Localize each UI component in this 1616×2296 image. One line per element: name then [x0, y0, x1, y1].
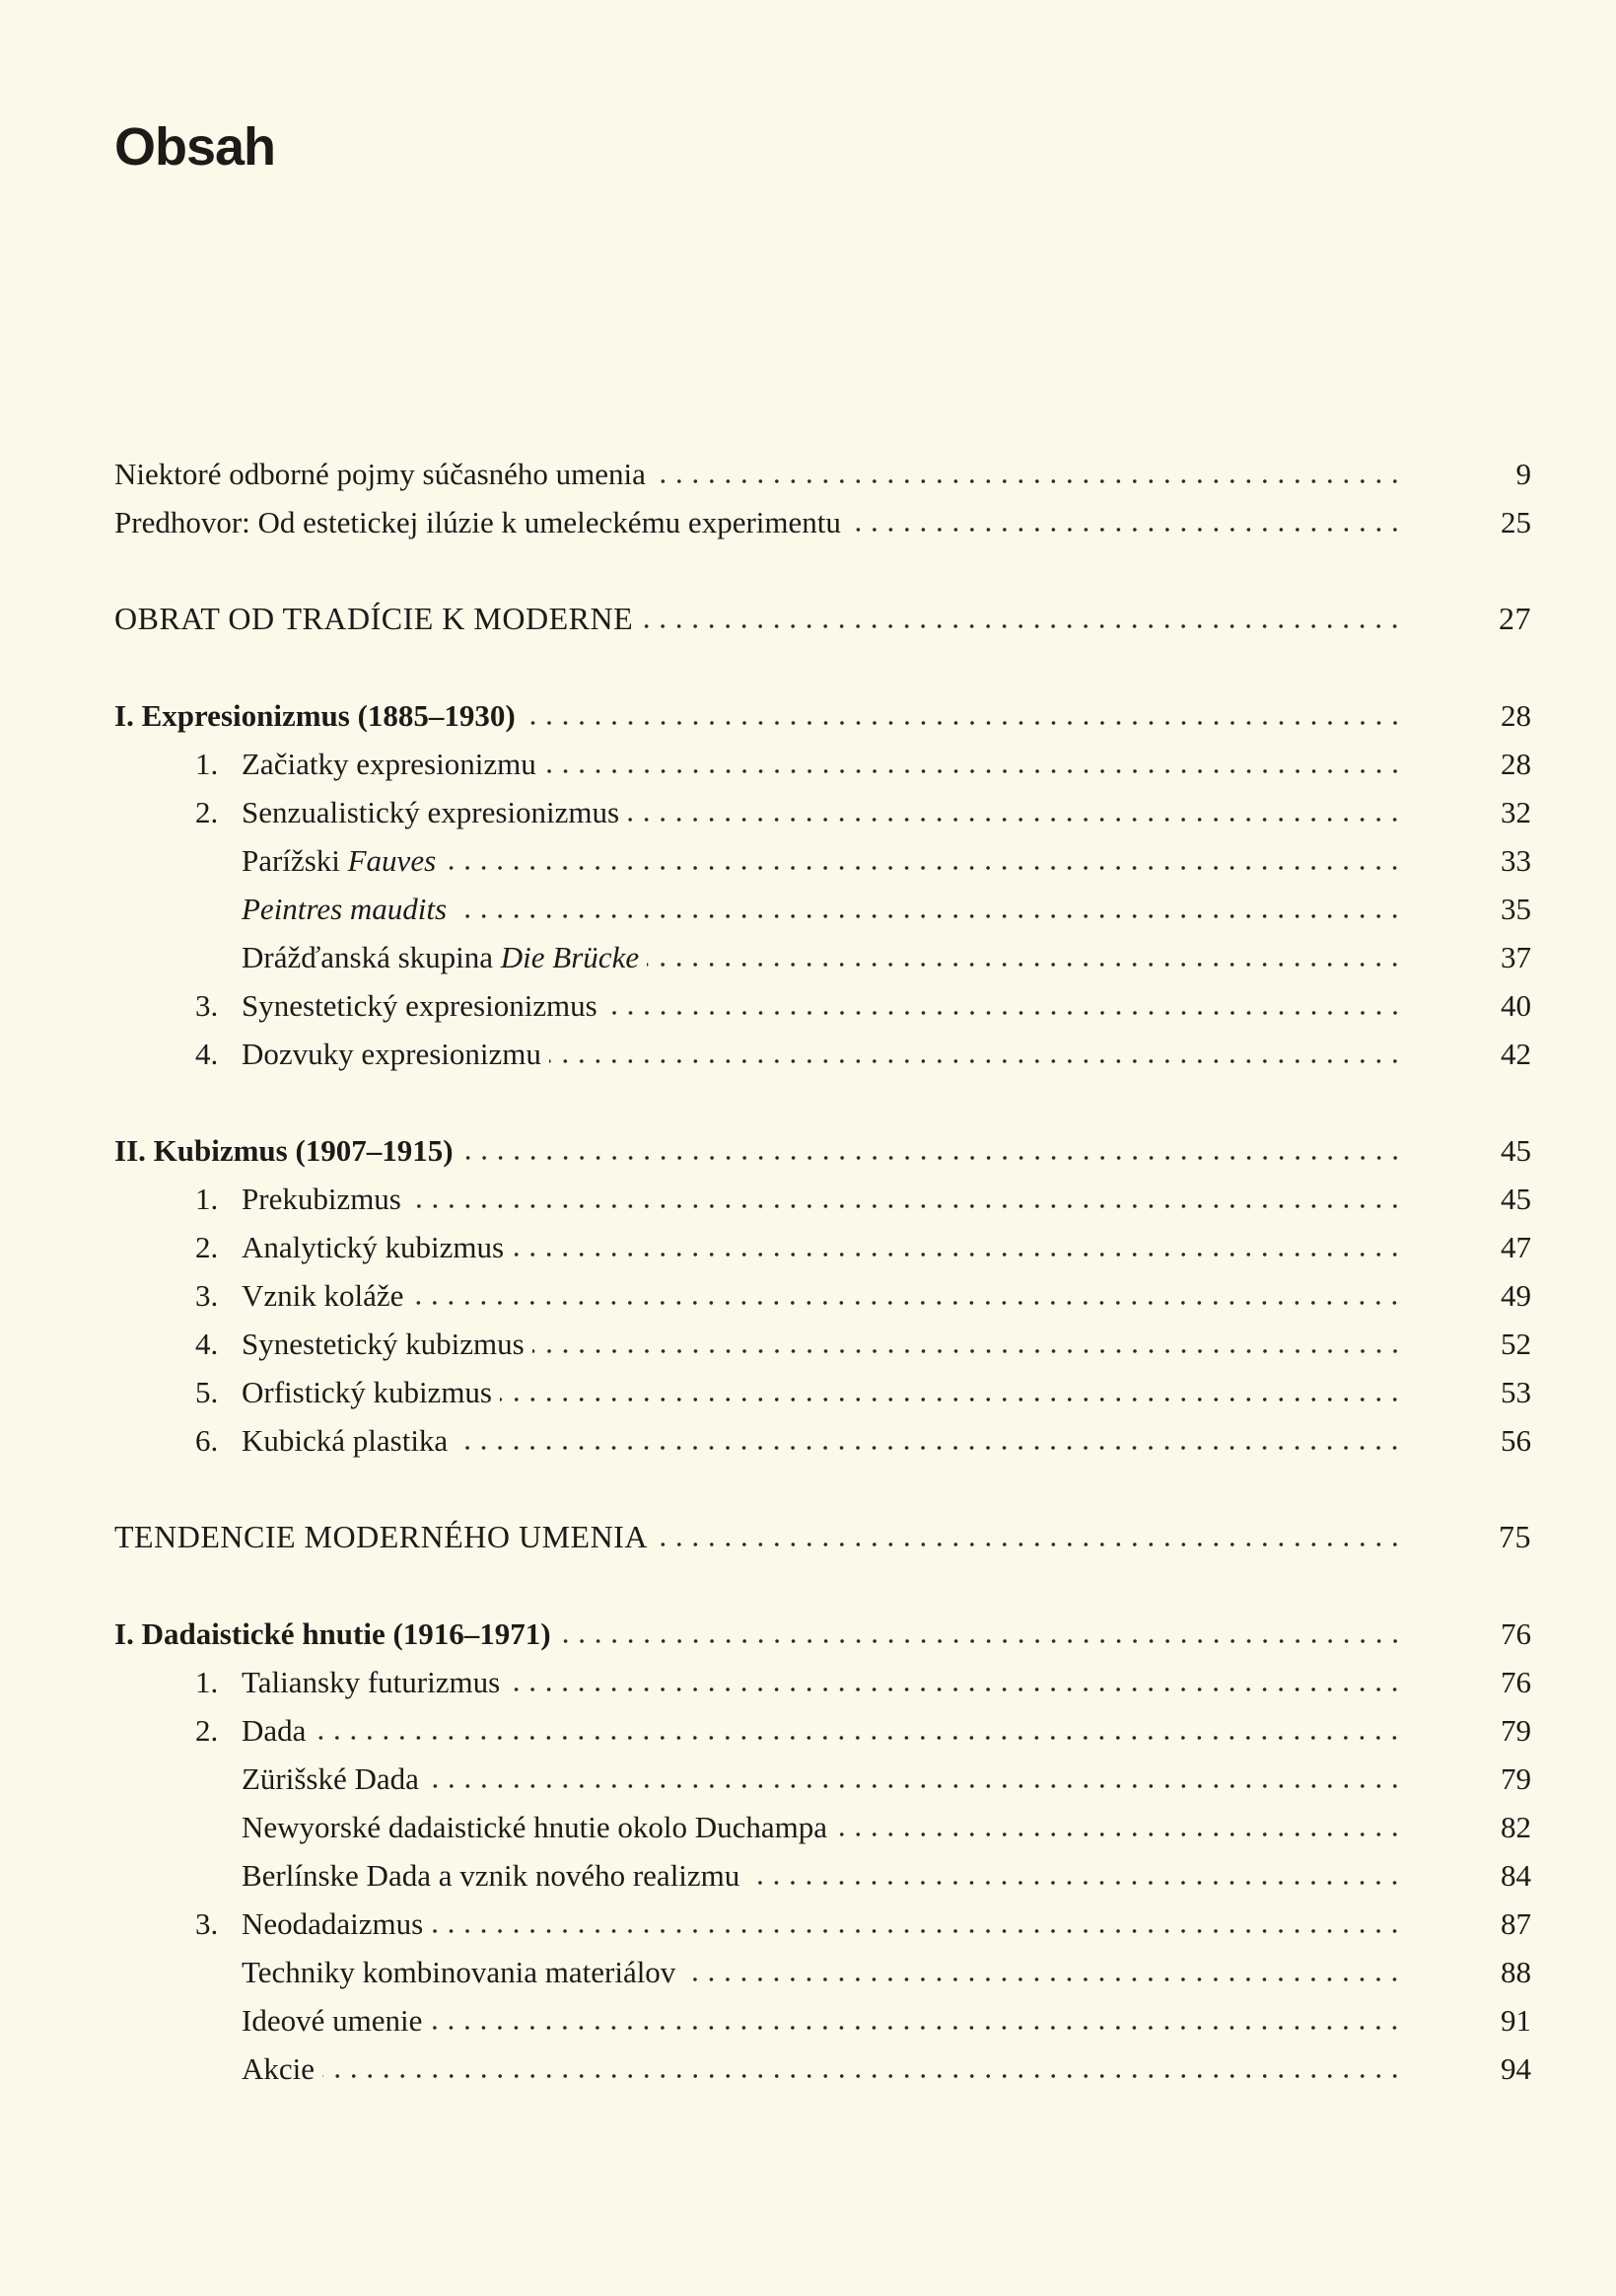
page-number: 79 [1501, 1761, 1531, 1796]
entry-number: 4. [195, 1037, 219, 1071]
entry-label: Techniky kombinovania materiálov [242, 1955, 676, 1989]
page-number: 53 [1501, 1375, 1531, 1409]
entry-label: Parížski [242, 843, 348, 878]
entry-number: 5. [195, 1375, 219, 1409]
entry-label: Senzualistický expresionizmus [242, 795, 620, 829]
page-number: 47 [1501, 1230, 1531, 1264]
page-number: 79 [1501, 1713, 1531, 1748]
entry-label: Zürišské Dada [242, 1761, 419, 1796]
toc-entry [114, 2045, 1531, 2093]
entry-label: Berlínske Dada a vznik nového realizmu [242, 1858, 740, 1893]
toc-entry [114, 1996, 1531, 2045]
toc-entry [114, 933, 1531, 981]
page-number: 91 [1501, 2003, 1531, 2038]
entry-label: I. Dadaistické hnutie (1916–1971) [114, 1616, 551, 1651]
toc-entry [114, 1948, 1531, 1996]
dot-leader [656, 1542, 1403, 1547]
dot-leader [647, 962, 1403, 968]
page-number: 94 [1501, 2051, 1531, 2086]
toc-entry [114, 885, 1531, 933]
entry-label: Orfistický kubizmus [242, 1375, 492, 1409]
dot-leader [500, 1397, 1403, 1402]
dot-leader [409, 1203, 1403, 1209]
entry-number: 1. [195, 1665, 219, 1699]
entry-label-italic: Die Brücke [500, 940, 640, 974]
toc-entry [114, 1851, 1531, 1900]
dot-leader [524, 720, 1403, 726]
toc-entry [114, 740, 1531, 788]
entry-label: TENDENCIE MODERNÉHO UMENIA [114, 1519, 648, 1554]
page-number: 28 [1501, 698, 1531, 733]
entry-number: 3. [195, 1278, 219, 1313]
toc-entry [114, 1271, 1531, 1320]
dot-leader [455, 913, 1403, 919]
toc-entry [114, 1223, 1531, 1271]
dot-leader [461, 1155, 1403, 1161]
page-number: 27 [1499, 601, 1531, 636]
entry-number: 1. [195, 747, 219, 781]
entry-label: Dozvuky expresionizmu [242, 1037, 541, 1071]
toc-entry [114, 1030, 1531, 1078]
entry-number: 3. [195, 988, 219, 1023]
dot-leader [427, 1783, 1403, 1789]
entry-label: Synestetický expresionizmus [242, 988, 597, 1023]
page-number: 28 [1501, 747, 1531, 781]
entry-number: 2. [195, 795, 219, 829]
toc-entry [114, 1706, 1531, 1755]
page-number: 76 [1501, 1616, 1531, 1651]
toc-entry [114, 1900, 1531, 1948]
entry-label: Newyorské dadaistické hnutie okolo Duchampa [242, 1810, 827, 1844]
page-number: 42 [1501, 1037, 1531, 1071]
page-number: 56 [1501, 1423, 1531, 1458]
dot-leader [605, 1010, 1403, 1016]
entry-label: Neodadaizmus [242, 1906, 424, 1941]
entry-number: 6. [195, 1423, 219, 1458]
toc-entry [114, 1755, 1531, 1803]
toc-entry [114, 450, 1531, 498]
page-number: 84 [1501, 1858, 1531, 1893]
entry-label: Drážďanská skupina [242, 940, 501, 974]
entry-label: OBRAT OD TRADÍCIE K MODERNE [114, 601, 634, 636]
entry-label: Analytický kubizmus [242, 1230, 505, 1264]
entry-label: Predhovor: Od estetickej ilúzie k umeleckému experimentu [114, 505, 841, 539]
toc-part-heading [114, 1513, 1531, 1561]
entry-label: Synestetický kubizmus [242, 1327, 525, 1361]
entry-number: 2. [195, 1713, 219, 1748]
page-number: 32 [1501, 795, 1531, 829]
entry-label: Prekubizmus [242, 1182, 401, 1216]
entry-label-italic: Peintres maudits [242, 892, 448, 926]
toc-entry [114, 836, 1531, 885]
dot-leader [627, 817, 1403, 823]
dot-leader [544, 768, 1403, 774]
entry-label: Akcie [242, 2051, 316, 2086]
entry-label: Ideové umenie [242, 2003, 423, 2038]
dot-leader [431, 1928, 1403, 1934]
toc-entry [114, 1175, 1531, 1223]
entry-label: Dada [242, 1713, 307, 1748]
page-number: 25 [1501, 505, 1531, 539]
toc-entry [114, 1368, 1531, 1416]
page-number: 49 [1501, 1278, 1531, 1313]
dot-leader [508, 1686, 1403, 1692]
page-number: 82 [1501, 1810, 1531, 1844]
toc-entry [114, 498, 1531, 546]
page-number: 9 [1515, 457, 1531, 491]
entry-number: 3. [195, 1906, 219, 1941]
table-of-contents [114, 450, 1531, 2093]
toc-entry [114, 788, 1531, 836]
dot-leader [430, 2025, 1403, 2031]
dot-leader [314, 1735, 1403, 1741]
page-number: 87 [1501, 1906, 1531, 1941]
dot-leader [549, 1058, 1403, 1064]
dot-leader [641, 623, 1403, 629]
dot-leader [411, 1300, 1403, 1306]
entry-label: Kubická plastika [242, 1423, 449, 1458]
page-number: 88 [1501, 1955, 1531, 1989]
toc-chapter [114, 1610, 1531, 1658]
dot-leader [835, 1831, 1403, 1837]
dot-leader [559, 1638, 1403, 1644]
entry-label: Niektoré odborné pojmy súčasného umenia [114, 457, 646, 491]
entry-number: 4. [195, 1327, 219, 1361]
toc-part-heading [114, 595, 1531, 643]
entry-label: Začiatky expresionizmu [242, 747, 536, 781]
dot-leader [456, 1445, 1403, 1451]
page-title: Obsah [114, 117, 276, 177]
toc-entry [114, 1320, 1531, 1368]
entry-label-italic: Fauves [347, 843, 437, 878]
toc-entry [114, 1658, 1531, 1706]
dot-leader [747, 1880, 1403, 1886]
entry-number: 2. [195, 1230, 219, 1264]
dot-leader [512, 1252, 1403, 1257]
page-number: 76 [1501, 1665, 1531, 1699]
dot-leader [654, 478, 1403, 484]
dot-leader [444, 865, 1403, 871]
page-number: 75 [1499, 1519, 1531, 1554]
page-number: 52 [1501, 1327, 1531, 1361]
page-number: 45 [1501, 1133, 1531, 1168]
entry-label: Vznik koláže [242, 1278, 404, 1313]
toc-entry [114, 1416, 1531, 1465]
page-number: 35 [1501, 892, 1531, 926]
page-number: 33 [1501, 843, 1531, 878]
dot-leader [322, 2073, 1403, 2079]
dot-leader [532, 1348, 1403, 1354]
entry-label: I. Expresionizmus (1885–1930) [114, 698, 516, 733]
toc-entry [114, 981, 1531, 1030]
page-number: 45 [1501, 1182, 1531, 1216]
page-number: 37 [1501, 940, 1531, 974]
dot-leader [849, 527, 1403, 533]
toc-entry [114, 1803, 1531, 1851]
page-number: 40 [1501, 988, 1531, 1023]
toc-chapter [114, 1126, 1531, 1175]
toc-chapter [114, 691, 1531, 740]
entry-number: 1. [195, 1182, 219, 1216]
dot-leader [683, 1976, 1403, 1982]
entry-label: Taliansky futurizmus [242, 1665, 501, 1699]
entry-label: II. Kubizmus (1907–1915) [114, 1133, 454, 1168]
